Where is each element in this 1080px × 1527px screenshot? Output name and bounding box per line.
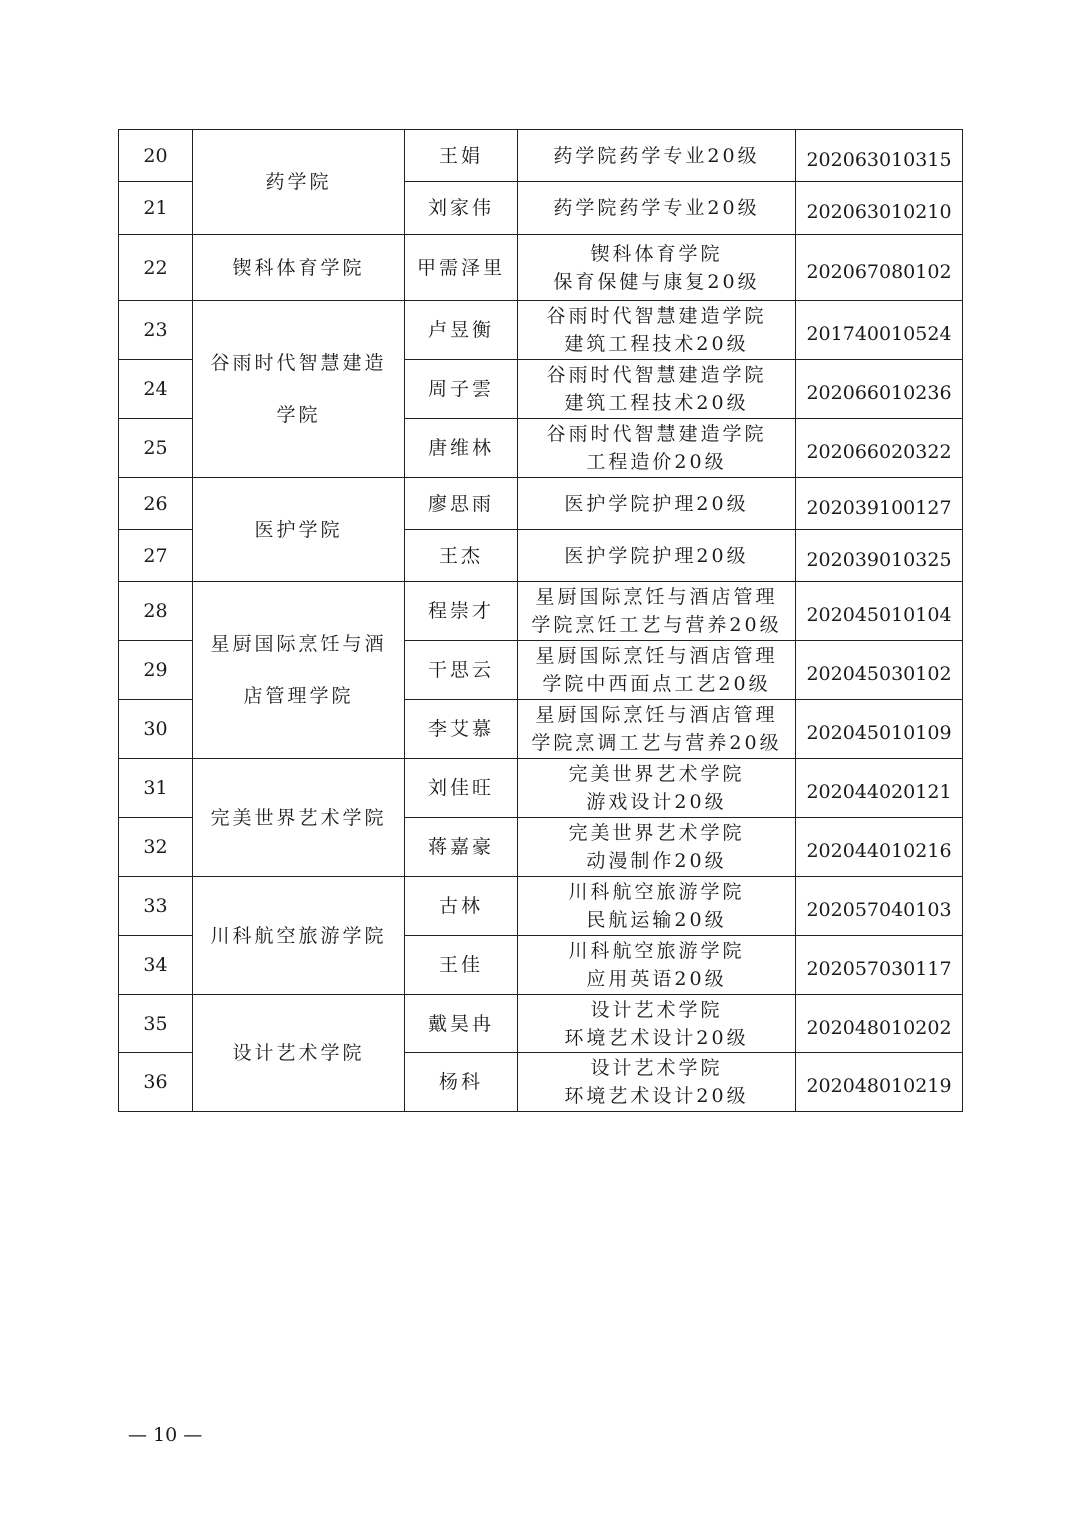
table-row (119, 130, 963, 182)
student-id: 202045010109 (796, 700, 963, 759)
row-number: 24 (119, 360, 193, 419)
major-cell: 医护学院护理20级 (518, 478, 796, 530)
major-cell: 医护学院护理20级 (518, 530, 796, 582)
row-number: 20 (119, 130, 193, 182)
student-id: 202045010104 (796, 582, 963, 641)
student-name: 廖思雨 (405, 478, 518, 530)
student-name: 刘家伟 (405, 182, 518, 235)
college-cell: 医护学院 (193, 478, 405, 582)
row-number: 32 (119, 818, 193, 877)
student-id: 202044010216 (796, 818, 963, 877)
table-row (119, 759, 963, 818)
student-name: 唐维林 (405, 419, 518, 478)
student-table (118, 129, 963, 1112)
row-number: 23 (119, 301, 193, 360)
student-id: 202045030102 (796, 641, 963, 700)
student-name: 戴昊冉 (405, 995, 518, 1053)
row-number: 25 (119, 419, 193, 478)
table-row (119, 235, 963, 301)
college-cell: 谷雨时代智慧建造 学院 (193, 301, 405, 478)
table-row (119, 995, 963, 1053)
student-id: 202066020322 (796, 419, 963, 478)
student-id: 202039100127 (796, 478, 963, 530)
student-name: 王娟 (405, 130, 518, 182)
college-cell: 完美世界艺术学院 (193, 759, 405, 877)
major-cell: 药学院药学专业20级 (518, 130, 796, 182)
major-cell: 锲科体育学院 保育保健与康复20级 (518, 235, 796, 301)
row-number: 29 (119, 641, 193, 700)
row-number: 22 (119, 235, 193, 301)
row-number: 36 (119, 1053, 193, 1112)
college-cell: 设计艺术学院 (193, 995, 405, 1112)
student-name: 刘佳旺 (405, 759, 518, 818)
row-number: 27 (119, 530, 193, 582)
student-id: 202063010315 (796, 130, 963, 182)
student-id: 201740010524 (796, 301, 963, 360)
major-cell: 完美世界艺术学院 动漫制作20级 (518, 818, 796, 877)
row-number: 35 (119, 995, 193, 1053)
major-cell: 星厨国际烹饪与酒店管理 学院烹调工艺与营养20级 (518, 700, 796, 759)
college-cell: 川科航空旅游学院 (193, 877, 405, 995)
table-row (119, 301, 963, 360)
major-cell: 川科航空旅游学院 应用英语20级 (518, 936, 796, 995)
student-name: 卢昱衡 (405, 301, 518, 360)
major-cell: 星厨国际烹饪与酒店管理 学院烹饪工艺与营养20级 (518, 582, 796, 641)
row-number: 21 (119, 182, 193, 235)
student-id: 202066010236 (796, 360, 963, 419)
student-id: 202063010210 (796, 182, 963, 235)
student-id: 202067080102 (796, 235, 963, 301)
student-name: 蒋嘉豪 (405, 818, 518, 877)
major-cell: 完美世界艺术学院 游戏设计20级 (518, 759, 796, 818)
student-name: 王佳 (405, 936, 518, 995)
college-cell: 药学院 (193, 130, 405, 235)
student-name: 杨科 (405, 1053, 518, 1112)
row-number: 31 (119, 759, 193, 818)
student-name: 周子雲 (405, 360, 518, 419)
student-id: 202048010202 (796, 995, 963, 1053)
college-cell: 星厨国际烹饪与酒 店管理学院 (193, 582, 405, 759)
table-row (119, 478, 963, 530)
row-number: 28 (119, 582, 193, 641)
major-cell: 设计艺术学院 环境艺术设计20级 (518, 1053, 796, 1112)
table-row (119, 877, 963, 936)
student-id: 202057030117 (796, 936, 963, 995)
page-number: — 10 — (128, 1424, 203, 1446)
major-cell: 谷雨时代智慧建造学院 工程造价20级 (518, 419, 796, 478)
row-number: 33 (119, 877, 193, 936)
row-number: 30 (119, 700, 193, 759)
student-name: 李艾慕 (405, 700, 518, 759)
student-name: 古林 (405, 877, 518, 936)
table-row (119, 582, 963, 641)
major-cell: 星厨国际烹饪与酒店管理 学院中西面点工艺20级 (518, 641, 796, 700)
row-number: 26 (119, 478, 193, 530)
major-cell: 药学院药学专业20级 (518, 182, 796, 235)
college-cell: 锲科体育学院 (193, 235, 405, 301)
student-name: 干思云 (405, 641, 518, 700)
student-id: 202057040103 (796, 877, 963, 936)
student-name: 程崇才 (405, 582, 518, 641)
row-number: 34 (119, 936, 193, 995)
major-cell: 设计艺术学院 环境艺术设计20级 (518, 995, 796, 1053)
major-cell: 谷雨时代智慧建造学院 建筑工程技术20级 (518, 301, 796, 360)
major-cell: 谷雨时代智慧建造学院 建筑工程技术20级 (518, 360, 796, 419)
major-cell: 川科航空旅游学院 民航运输20级 (518, 877, 796, 936)
student-id: 202044020121 (796, 759, 963, 818)
student-name: 甲需泽里 (405, 235, 518, 301)
student-name: 王杰 (405, 530, 518, 582)
student-id: 202039010325 (796, 530, 963, 582)
student-id: 202048010219 (796, 1053, 963, 1112)
